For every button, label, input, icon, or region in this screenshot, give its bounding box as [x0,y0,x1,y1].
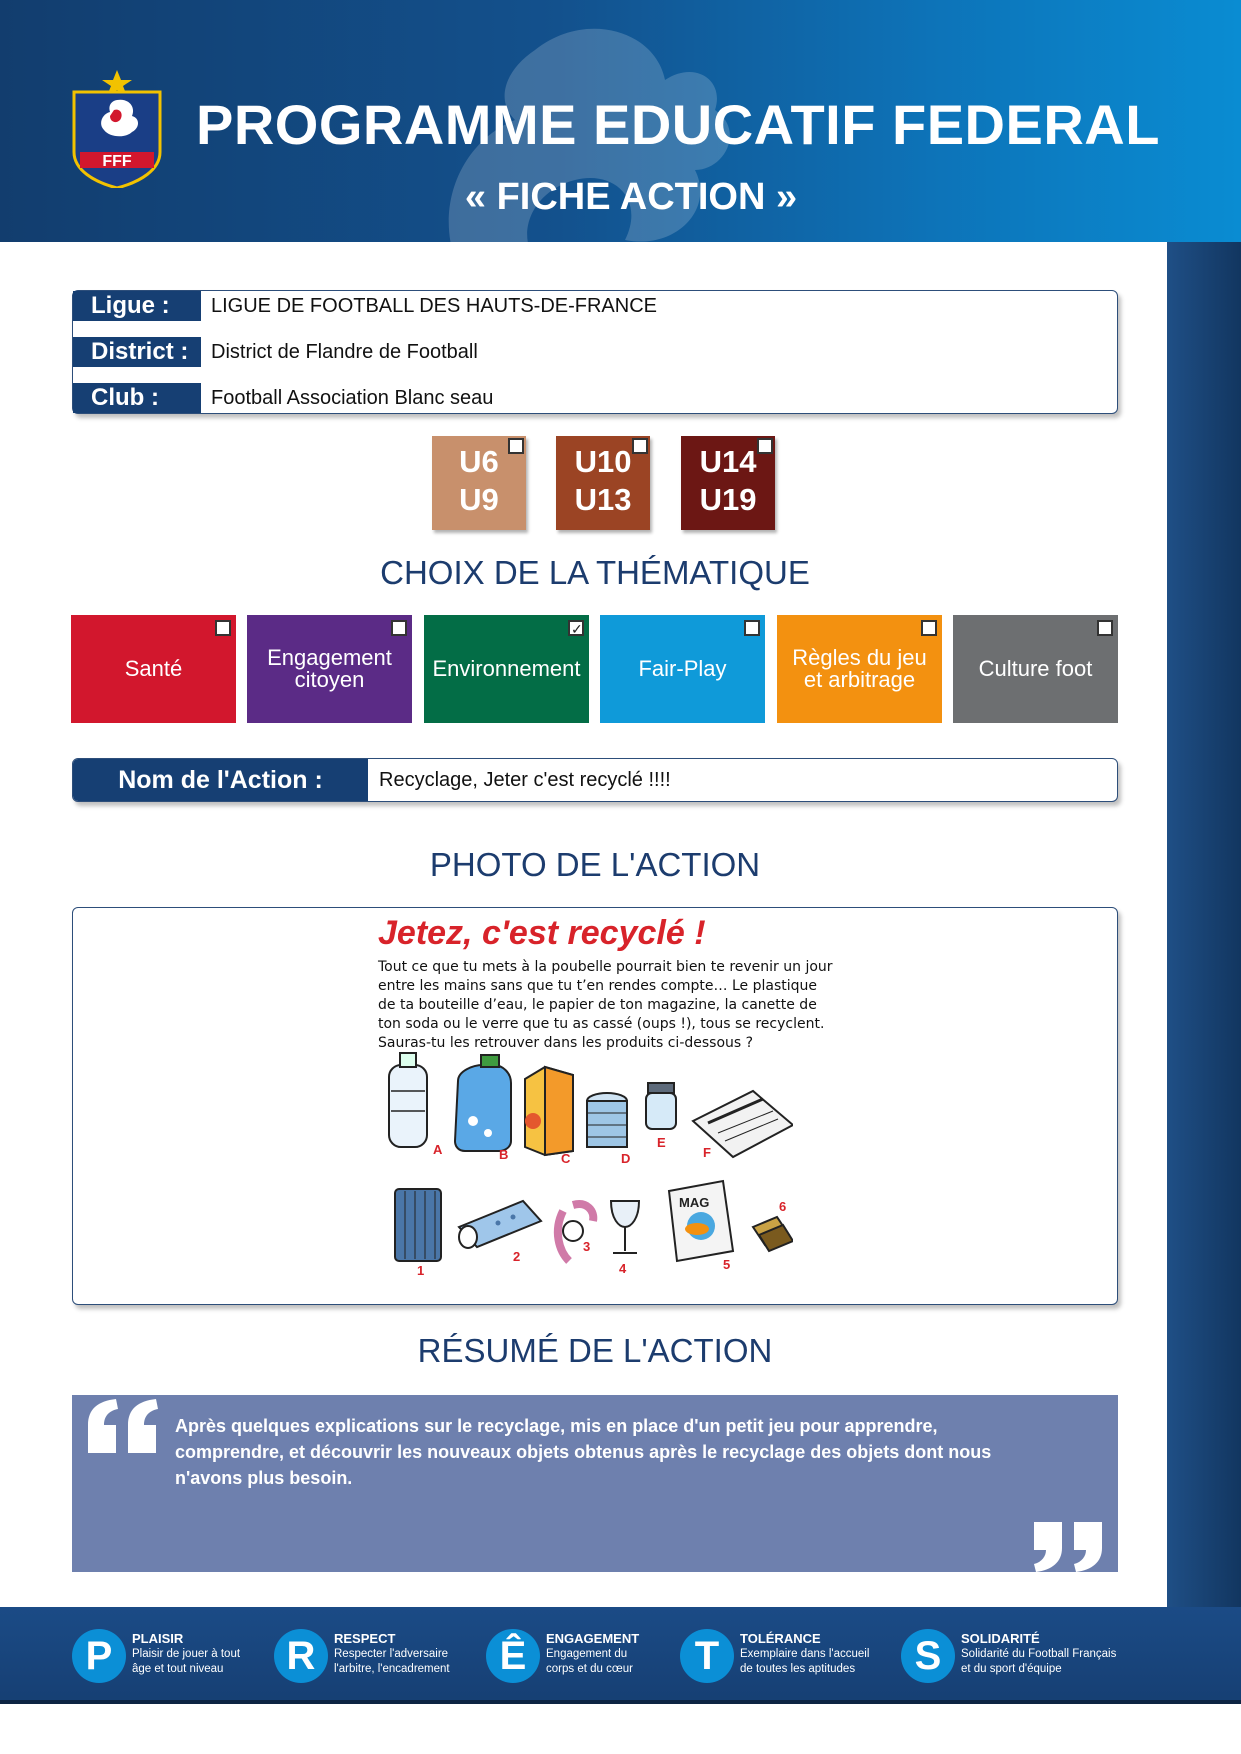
value-title: PLAISIR [132,1631,184,1646]
age-checkbox[interactable] [632,438,648,454]
resume-heading: RÉSUMÉ DE L'ACTION [417,1332,773,1369]
ligue-value[interactable]: LIGUE DE FOOTBALL DES HAUTS-DE-FRANCE [211,295,657,317]
club-info-box [72,290,1118,414]
value-description: Solidarité du Football Français et du sport d'équipe [961,1648,1117,1675]
ligue-label: Ligue : [73,291,201,321]
letter-d: D [621,1151,631,1166]
age-line-2: U9 [459,482,499,517]
theme-culture-foot[interactable] [953,615,1118,723]
age-line-1: U14 [699,444,757,479]
age-checkbox[interactable] [757,438,773,454]
theme-checkbox[interactable] [1097,620,1113,636]
svg-text:FFF: FFF [102,153,132,170]
value-letter: T [680,1629,734,1683]
number-3: 3 [583,1239,591,1254]
value-letter: P [72,1629,126,1683]
paper-roll-icon [459,1201,541,1248]
action-photo [72,907,1118,1305]
ligue-row [73,291,1117,321]
theme-label: Culture foot [978,656,1093,681]
age-line-2: U13 [574,482,632,517]
value-title: RESPECT [334,1631,396,1646]
value-title: TOLÉRANCE [740,1631,821,1646]
open-quote-icon [86,1399,160,1453]
recycling-drawings [373,1051,793,1301]
number-5: 5 [723,1257,731,1272]
resume-box [72,1395,1118,1572]
photo-text: Tout ce que tu mets à la poubelle pourrait bien te revenir un jour entre les mains sans que tu t’en rendes compte… Le plastique de ta bouteille d’eau, le papier de ton magazine, la canette de ton soda ou le verre que tu as cassé (oups !), tous se recyclent. Sauras-tu les retrouver dans les produits ci-dessous ? [378,959,833,1051]
theme-fair-play[interactable] [600,615,765,723]
fff-logo [70,70,164,188]
value-letter: R [274,1629,328,1683]
letter-f: F [703,1145,711,1160]
action-name-box [72,758,1118,802]
district-value[interactable]: District de Flandre de Football [211,341,478,363]
resume-text: Après quelques explications sur le recyclage, mis en place d'un petit jeu pour apprendre, comprendre, et découvrir les nouveaux objets obtenus après le recyclage des objets dont nous n'avons plus besoin. [175,1416,992,1488]
page-title: PROGRAMME EDUCATIF FEDERAL [196,93,1160,156]
letter-e: E [657,1135,666,1150]
letter-a: A [433,1142,443,1157]
theme-checkbox[interactable] [568,620,584,636]
theme-label: Engagement citoyen [267,645,392,692]
club-value[interactable]: Football Association Blanc seau [211,387,494,409]
theme-checkbox[interactable] [921,620,937,636]
value-description: Plaisir de jouer à tout âge et tout niveau [132,1648,241,1675]
footer-bottom-line [0,1700,1241,1704]
values-footer [0,1607,1241,1704]
club-label: Club : [73,383,201,413]
water-bottle-icon [389,1053,427,1147]
juice-carton-icon [525,1067,573,1155]
age-line-2: U19 [699,482,757,517]
page-subtitle: « FICHE ACTION » [464,176,798,218]
letter-b: B [499,1147,509,1162]
district-label: District : [73,337,201,367]
radiator-icon [395,1189,441,1261]
action-name-label: Nom de l'Action : [73,759,368,801]
number-4: 4 [619,1261,627,1276]
theme-label: Environnement [432,656,581,681]
cards-icon [753,1217,793,1251]
close-quote-icon [1032,1522,1106,1572]
thematique-heading: CHOIX DE LA THÉMATIQUE [380,554,810,591]
theme-label: Santé [124,656,183,681]
tin-can-icon [587,1093,627,1147]
photo-title: Jetez, c'est recyclé ! [378,914,706,952]
value-letter: Ê [486,1629,540,1683]
page-header [0,0,1241,242]
number-6: 6 [779,1199,787,1214]
theme-checkbox[interactable] [391,620,407,636]
number-1: 1 [417,1263,425,1278]
age-checkbox[interactable] [508,438,524,454]
age-category-u10-u13 [556,436,650,530]
value-description: Respecter l'adversaire l'arbitre, l'encadrement [334,1648,450,1675]
theme-regles-du-jeu[interactable] [777,615,942,723]
action-name-value[interactable]: Recyclage, Jeter c'est recyclé !!!! [379,769,671,791]
value-letter: S [901,1629,955,1683]
number-2: 2 [513,1249,521,1264]
age-category-u14-u19 [681,436,775,530]
theme-engagement-citoyen[interactable] [247,615,412,723]
value-title: SOLIDARITÉ [961,1631,1040,1646]
letter-c: C [561,1151,571,1166]
detergent-bottle-icon [455,1055,511,1151]
magazine-icon [669,1181,733,1261]
age-line-1: U6 [459,444,499,479]
theme-checkbox[interactable] [215,620,231,636]
age-category-u6-u9 [432,436,526,530]
district-row [73,337,1117,367]
theme-label: Fair-Play [638,656,727,681]
wine-glass-icon [611,1201,639,1253]
photo-heading: PHOTO DE L'ACTION [429,846,761,883]
value-description: Engagement du corps et du cœur [546,1648,633,1675]
club-row [73,383,1117,413]
value-description: Exemplaire dans l'accueil de toutes les aptitudes [740,1648,870,1675]
theme-environnement[interactable] [424,615,589,723]
svg-text:MAG: MAG [679,1195,710,1210]
glass-jar-icon [646,1083,676,1129]
theme-label: Règles du jeu et arbitrage [792,645,927,692]
age-line-1: U10 [574,444,632,479]
theme-sante[interactable] [71,615,236,723]
side-band [1167,242,1241,1607]
value-title: ENGAGEMENT [546,1631,640,1646]
theme-checkbox[interactable] [744,620,760,636]
